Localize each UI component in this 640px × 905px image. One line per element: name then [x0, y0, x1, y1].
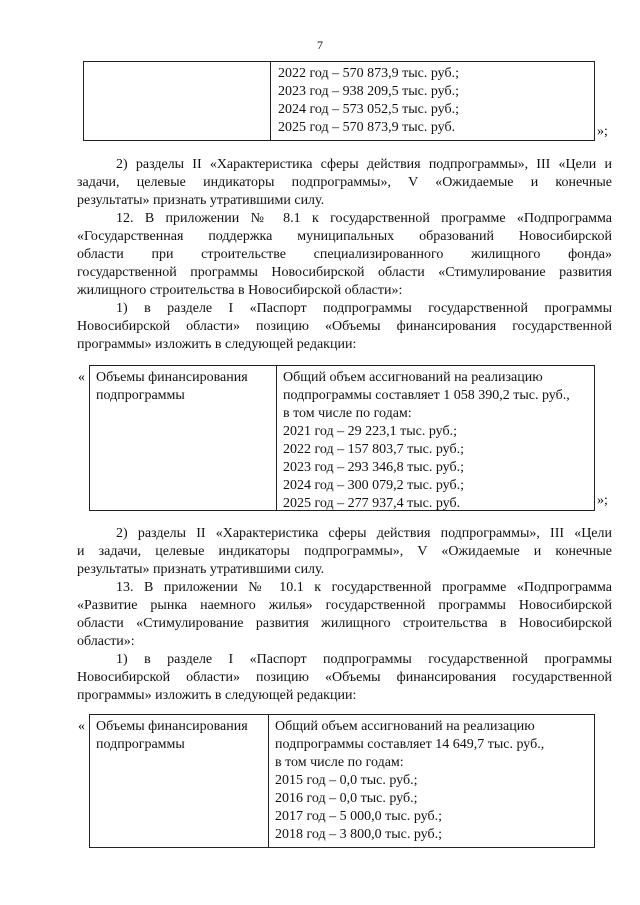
table-cell-value: 2016 год – 0,0 тыс. руб.; — [275, 791, 418, 806]
table-cell-value: в том числе по годам: — [275, 755, 404, 770]
paragraph-line: 12. В приложении № 8.1 к государственной программе «Подпрограмма — [116, 211, 612, 226]
paragraph-line: «Государственная поддержка муниципальных образований Новосибирской — [77, 229, 612, 244]
table-cell-value: Общий объем ассигнований на реализацию — [283, 370, 543, 385]
paragraph-line: 2) разделы II «Характеристика сферы действия подпрограммы», III «Цели и — [116, 157, 612, 172]
paragraph-line: 13. В приложении № 10.1 к государственной программе «Подпрограмма — [116, 580, 612, 595]
funding-table — [89, 365, 595, 511]
paragraph-line: результаты» признать утратившими силу. — [77, 193, 325, 208]
opening-quote: « — [78, 370, 85, 385]
paragraph-line: государственной программы Новосибирской области «Стимулирование развития — [77, 265, 612, 280]
table-cell-label: подпрограммы — [96, 737, 185, 752]
paragraph-line: 1) в разделе I «Паспорт подпрограммы государственной программы — [116, 301, 612, 316]
table-cell-value: 2018 год – 3 800,0 тыс. руб.; — [275, 827, 442, 842]
table-cell-value: 2022 год – 157 803,7 тыс. руб.; — [283, 442, 464, 457]
paragraph-line: области»: — [77, 634, 135, 649]
paragraph-line: программы» изложить в следующей редакции: — [77, 337, 357, 352]
paragraph-line: 1) в разделе I «Паспорт подпрограммы государственной программы — [116, 652, 612, 667]
table-cell-value: 2024 год – 300 079,2 тыс. руб.; — [283, 478, 464, 493]
table-cell-value: 2025 год – 277 937,4 тыс. руб. — [283, 496, 461, 511]
table-cell-value: Общий объем ассигнований на реализацию — [275, 719, 535, 734]
table-cell-year: 2025 год – 570 873,9 тыс. руб. — [278, 120, 456, 135]
table-cell-label: Объемы финансирования — [96, 370, 248, 385]
page-number: 7 — [317, 38, 323, 52]
table-cell-value: подпрограммы составляет 1 058 390,2 тыс. руб., — [283, 388, 570, 403]
paragraph-line: 2) разделы II «Характеристика сферы действия подпрограммы», III «Цели — [116, 526, 612, 541]
table-cell-value: 2017 год – 5 000,0 тыс. руб.; — [275, 809, 442, 824]
paragraph-line: результаты» признать утратившими силу. — [77, 562, 325, 577]
funding-table-continued — [83, 61, 595, 141]
table-cell-value: в том числе по годам: — [283, 406, 412, 421]
table-cell-value: подпрограммы составляет 14 649,7 тыс. руб., — [275, 737, 545, 752]
paragraph-line: Новосибирской области» позицию «Объемы финансирования государственной — [77, 670, 612, 685]
paragraph-line: области при строительстве специализированного жилищного фонда» — [77, 247, 612, 262]
paragraph-line: «Развитие рынка наемного жилья» государственной программы Новосибирской — [77, 598, 612, 613]
paragraph-line: жилищного строительства в Новосибирской области»: — [77, 283, 403, 298]
table-cell-label: подпрограммы — [96, 388, 185, 403]
table-cell-year: 2023 год – 938 209,5 тыс. руб.; — [278, 84, 459, 99]
closing-quote: »; — [597, 124, 608, 139]
opening-quote: « — [78, 719, 85, 734]
table-cell-value: 2023 год – 293 346,8 тыс. руб.; — [283, 460, 464, 475]
paragraph-line: Новосибирской области» позицию «Объемы финансирования государственной — [77, 319, 612, 334]
paragraph-line: области «Стимулирование развития жилищного строительства в Новосибирской — [77, 616, 612, 631]
table-cell-value: 2015 год – 0,0 тыс. руб.; — [275, 773, 418, 788]
closing-quote: »; — [597, 493, 608, 508]
paragraph-line: программы» изложить в следующей редакции: — [77, 688, 357, 703]
table-cell-value: 2021 год – 29 223,1 тыс. руб.; — [283, 424, 457, 439]
funding-table — [89, 714, 595, 848]
table-cell-year: 2022 год – 570 873,9 тыс. руб.; — [278, 66, 459, 81]
paragraph-line: задачи, целевые индикаторы подпрограммы», V «Ожидаемые и конечные — [77, 175, 612, 190]
table-cell-label: Объемы финансирования — [96, 719, 248, 734]
paragraph-line: и задачи, целевые индикаторы подпрограммы», V «Ожидаемые и конечные — [77, 544, 612, 559]
table-cell-year: 2024 год – 573 052,5 тыс. руб.; — [278, 102, 459, 117]
